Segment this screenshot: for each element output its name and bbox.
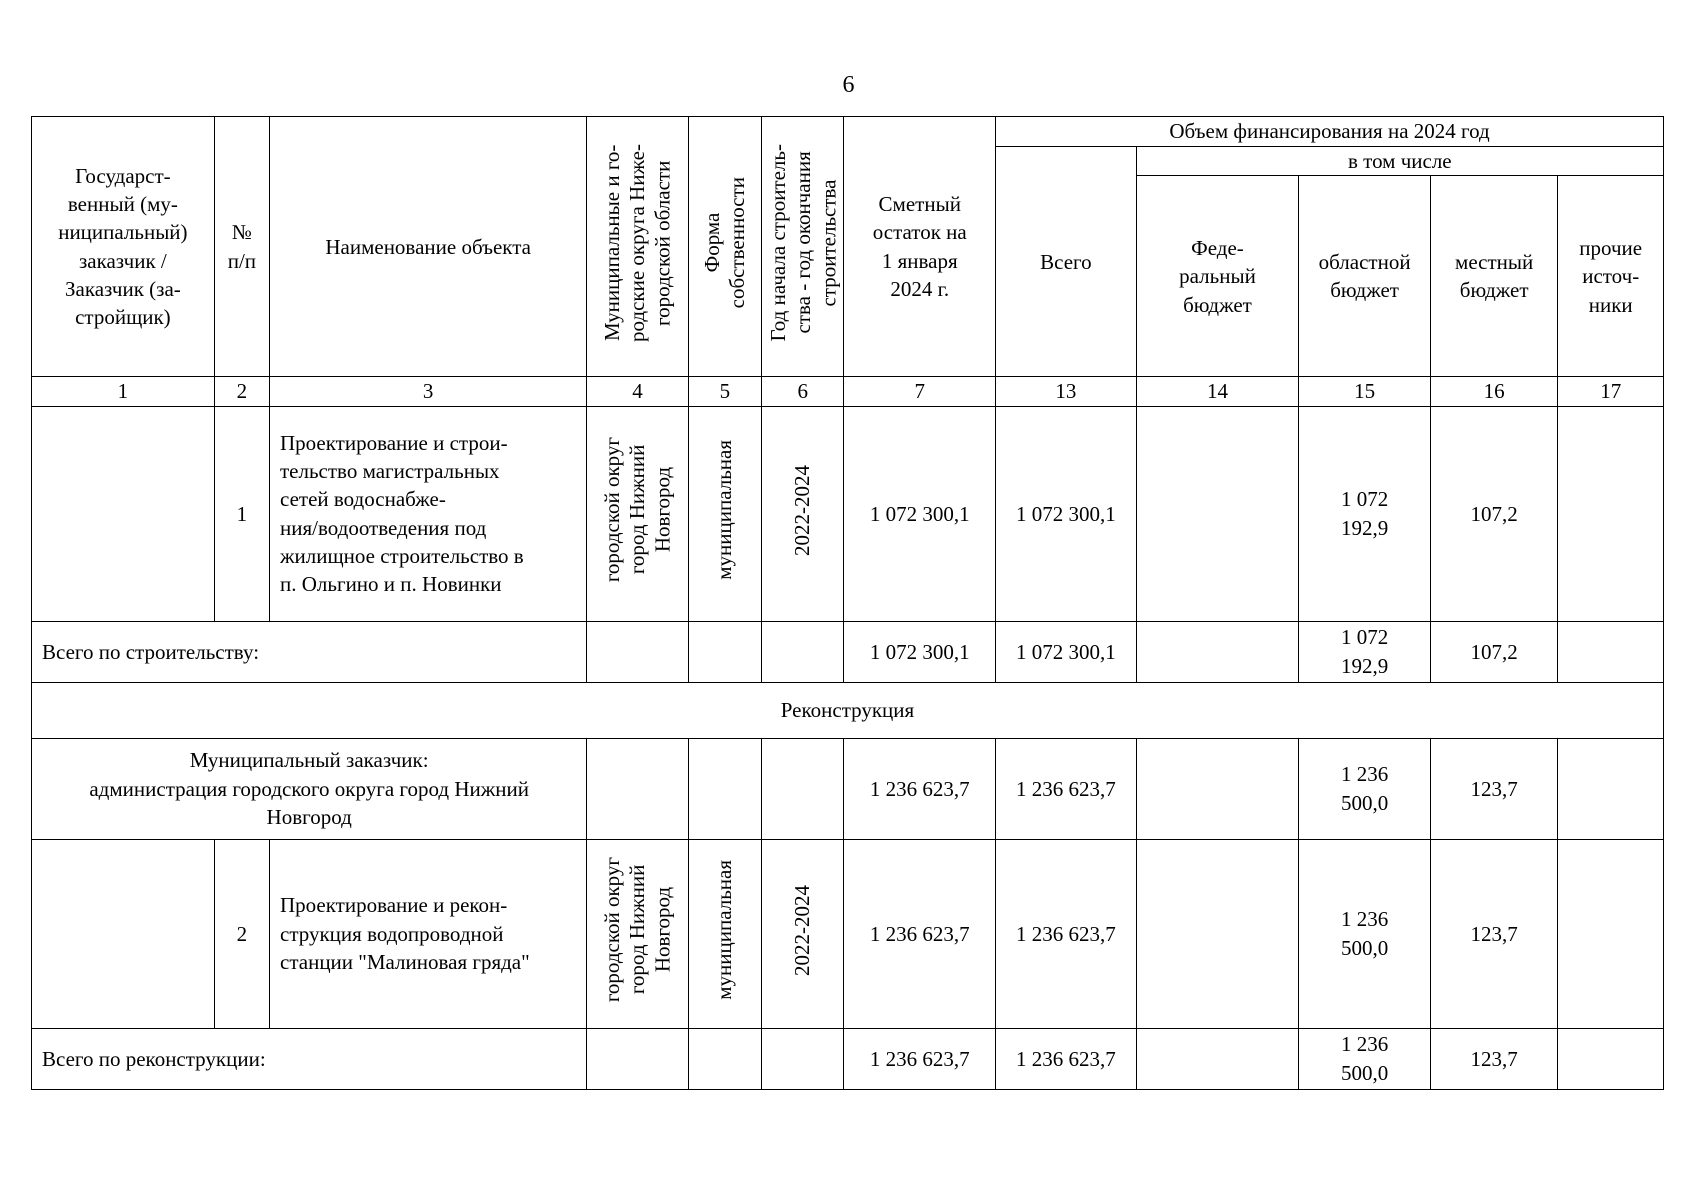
table-row <box>32 406 1664 621</box>
object2-other <box>1558 839 1664 1028</box>
total-reconstruction-total: 1 236 623,7 <box>996 1028 1137 1089</box>
header-estimate-balance: Сметный остаток на 1 января 2024 г. <box>844 117 996 377</box>
header-federal: Феде- ральный бюджет <box>1136 176 1299 377</box>
customer-row-total: 1 236 623,7 <box>996 738 1137 839</box>
total-reconstruction-local: 123,7 <box>1430 1028 1558 1089</box>
object2-ownership: муниципальная <box>712 860 737 1000</box>
table-row <box>32 682 1664 738</box>
object1-regional: 1 072 192,9 <box>1299 406 1431 621</box>
object2-customer-cell <box>32 839 215 1028</box>
column-number: 14 <box>1136 377 1299 406</box>
header-local: местный бюджет <box>1430 176 1558 377</box>
page-number: 6 <box>842 72 855 98</box>
object1-federal <box>1136 406 1299 621</box>
header-municipality: Муниципальные и го- родские округа Ниже- городской области <box>599 144 675 342</box>
total-construction-regional: 1 072 192,9 <box>1299 621 1431 682</box>
column-number: 15 <box>1299 377 1431 406</box>
object1-local: 107,2 <box>1430 406 1558 621</box>
object2-estimate: 1 236 623,7 <box>844 839 996 1028</box>
column-number: 16 <box>1430 377 1558 406</box>
column-number: 7 <box>844 377 996 406</box>
table-row <box>32 621 1664 682</box>
header-including: в том числе <box>1136 147 1663 176</box>
header-customer: Государст- венный (му- ниципальный) заказчик / Заказчик (за- стройщик) <box>32 117 215 377</box>
total-construction-label: Всего по строительству: <box>32 621 587 682</box>
total-reconstruction-estimate: 1 236 623,7 <box>844 1028 996 1089</box>
column-number: 2 <box>214 377 269 406</box>
customer-row-estimate: 1 236 623,7 <box>844 738 996 839</box>
object1-total: 1 072 300,1 <box>996 406 1137 621</box>
object1-other <box>1558 406 1664 621</box>
object2-name: Проектирование и рекон- струкция водопроводной станции "Малиновая гряда" <box>270 839 587 1028</box>
header-ownership: Форма собственности <box>699 177 749 309</box>
column-number: 5 <box>688 377 761 406</box>
customer-row-label: Муниципальный заказчик: администрация городского округа город Нижний Новгород <box>32 738 587 839</box>
header-num: № п/п <box>214 117 269 377</box>
object1-estimate: 1 072 300,1 <box>844 406 996 621</box>
total-construction-estimate: 1 072 300,1 <box>844 621 996 682</box>
financing-table <box>31 116 1664 1090</box>
header-total: Всего <box>996 147 1137 377</box>
object1-years: 2022-2024 <box>790 464 815 556</box>
column-number: 17 <box>1558 377 1664 406</box>
customer-row-local: 123,7 <box>1430 738 1558 839</box>
total-reconstruction-regional: 1 236 500,0 <box>1299 1028 1431 1089</box>
column-number: 3 <box>270 377 587 406</box>
object2-total: 1 236 623,7 <box>996 839 1137 1028</box>
object2-municipality: городской округ город Нижний Новгород <box>599 857 675 1003</box>
object2-num: 2 <box>214 839 269 1028</box>
column-number: 4 <box>587 377 688 406</box>
object1-customer-cell <box>32 406 215 621</box>
object1-name: Проектирование и строи- тельство магистральных сетей водоснабже- ния/водоотведения под жилищное строительство в п. Ольгино и п. Новинки <box>270 406 587 621</box>
column-number: 6 <box>762 377 844 406</box>
column-number: 1 <box>32 377 215 406</box>
customer-row-regional: 1 236 500,0 <box>1299 738 1431 839</box>
header-object-name: Наименование объекта <box>270 117 587 377</box>
section-reconstruction: Реконструкция <box>32 682 1664 738</box>
table-row <box>32 738 1664 839</box>
table-row <box>32 839 1664 1028</box>
table-row <box>32 1028 1664 1089</box>
object1-municipality: городской округ город Нижний Новгород <box>599 437 675 583</box>
object1-ownership: муниципальная <box>712 440 737 580</box>
object2-regional: 1 236 500,0 <box>1299 839 1431 1028</box>
header-regional: областной бюджет <box>1299 176 1431 377</box>
total-reconstruction-label: Всего по реконструкции: <box>32 1028 587 1089</box>
header-years: Год начала строитель- ства - год окончания строительства <box>766 144 841 342</box>
total-construction-local: 107,2 <box>1430 621 1558 682</box>
object2-years: 2022-2024 <box>790 884 815 976</box>
object2-local: 123,7 <box>1430 839 1558 1028</box>
column-number: 13 <box>996 377 1137 406</box>
object2-federal <box>1136 839 1299 1028</box>
header-financing-volume: Объем финансирования на 2024 год <box>996 117 1664 147</box>
total-construction-total: 1 072 300,1 <box>996 621 1137 682</box>
header-other: прочие источ- ники <box>1558 176 1664 377</box>
object1-num: 1 <box>214 406 269 621</box>
